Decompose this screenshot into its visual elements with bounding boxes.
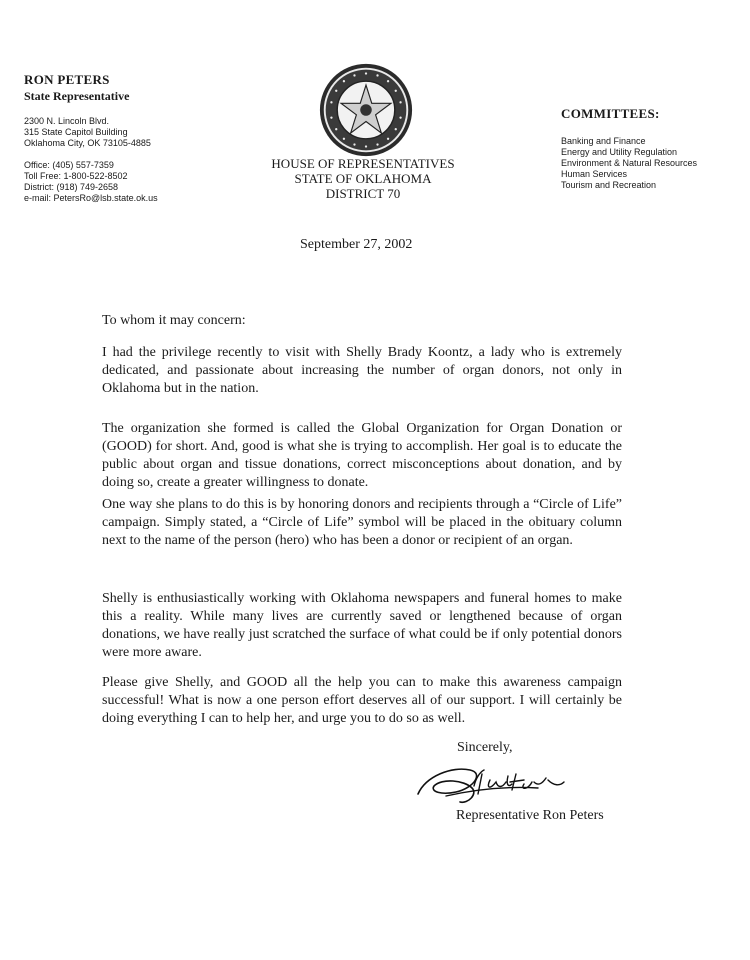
- state-seal-icon: [318, 62, 414, 158]
- house-line: STATE OF OKLAHOMA: [294, 171, 432, 186]
- committees-title: COMMITTEES:: [561, 106, 660, 121]
- sender-address: [24, 116, 151, 149]
- committees-list: [561, 136, 697, 191]
- salutation: To whom it may concern:: [102, 313, 246, 328]
- sender-title: State Representative: [24, 89, 130, 103]
- committee-item: Energy and Utility Regulation: [561, 147, 678, 157]
- body-paragraph: Please give Shelly, and GOOD all the help you can to make this awareness campaign successful! What is now a one person effort deserves all of our support. I will certainly be doing everything I can to help her, and urge you to do so as well.: [102, 675, 622, 726]
- address-line: 315 State Capitol Building: [24, 127, 128, 137]
- address-line: 2300 N. Lincoln Blvd.: [24, 116, 110, 126]
- sender-name: RON PETERS: [24, 72, 110, 87]
- body-paragraph: The organization she formed is called the Global Organization for Organ Donation or (GOOD) for short. And, good is what she is trying to accomplish. Her goal is to educate the public about organ and tissue donations, correct misconceptions about donation, and by doing so, create a greater willingness to donate.: [102, 421, 622, 490]
- committee-item: Tourism and Recreation: [561, 180, 657, 190]
- body-paragraph: Shelly is enthusiastically working with Oklahoma newspapers and funeral homes to make this a reality. While many lives are currently saved or lengthened because of organ donations, we have really just scratched the surface of what could be if only potential donors were more aware.: [102, 591, 622, 660]
- house-heading: [236, 156, 490, 201]
- house-line: HOUSE OF REPRESENTATIVES: [271, 156, 455, 171]
- closing: Sincerely,: [457, 740, 513, 755]
- committee-item: Banking and Finance: [561, 136, 646, 146]
- body-paragraph: One way she plans to do this is by honoring donors and recipients through a “Circle of Life” campaign. Simply stated, a “Circle of Life” symbol will be placed in the obituary column next to the name of the person (hero) who has been a donor or recipient of an organ.: [102, 497, 622, 548]
- letter-date: September 27, 2002: [300, 237, 413, 252]
- contact-toll-free: Toll Free: 1-800-522-8502: [24, 171, 128, 181]
- house-line: DISTRICT 70: [325, 186, 401, 201]
- committee-item: Environment & Natural Resources: [561, 158, 698, 168]
- signer-name: Representative Ron Peters: [456, 808, 604, 823]
- handwritten-signature: [412, 752, 592, 812]
- committee-item: Human Services: [561, 169, 628, 179]
- contact-district: District: (918) 749-2658: [24, 182, 119, 192]
- contact-office: Office: (405) 557-7359: [24, 160, 114, 170]
- address-line: Oklahoma City, OK 73105-4885: [24, 138, 151, 148]
- contact-email: e-mail: PetersRo@lsb.state.ok.us: [24, 193, 158, 203]
- sender-contact: [24, 160, 158, 204]
- body-paragraph: I had the privilege recently to visit with Shelly Brady Koontz, a lady who is extremely dedicated, and passionate about increasing the number of organ donors, not only in Oklahoma but in the nation.: [102, 345, 622, 396]
